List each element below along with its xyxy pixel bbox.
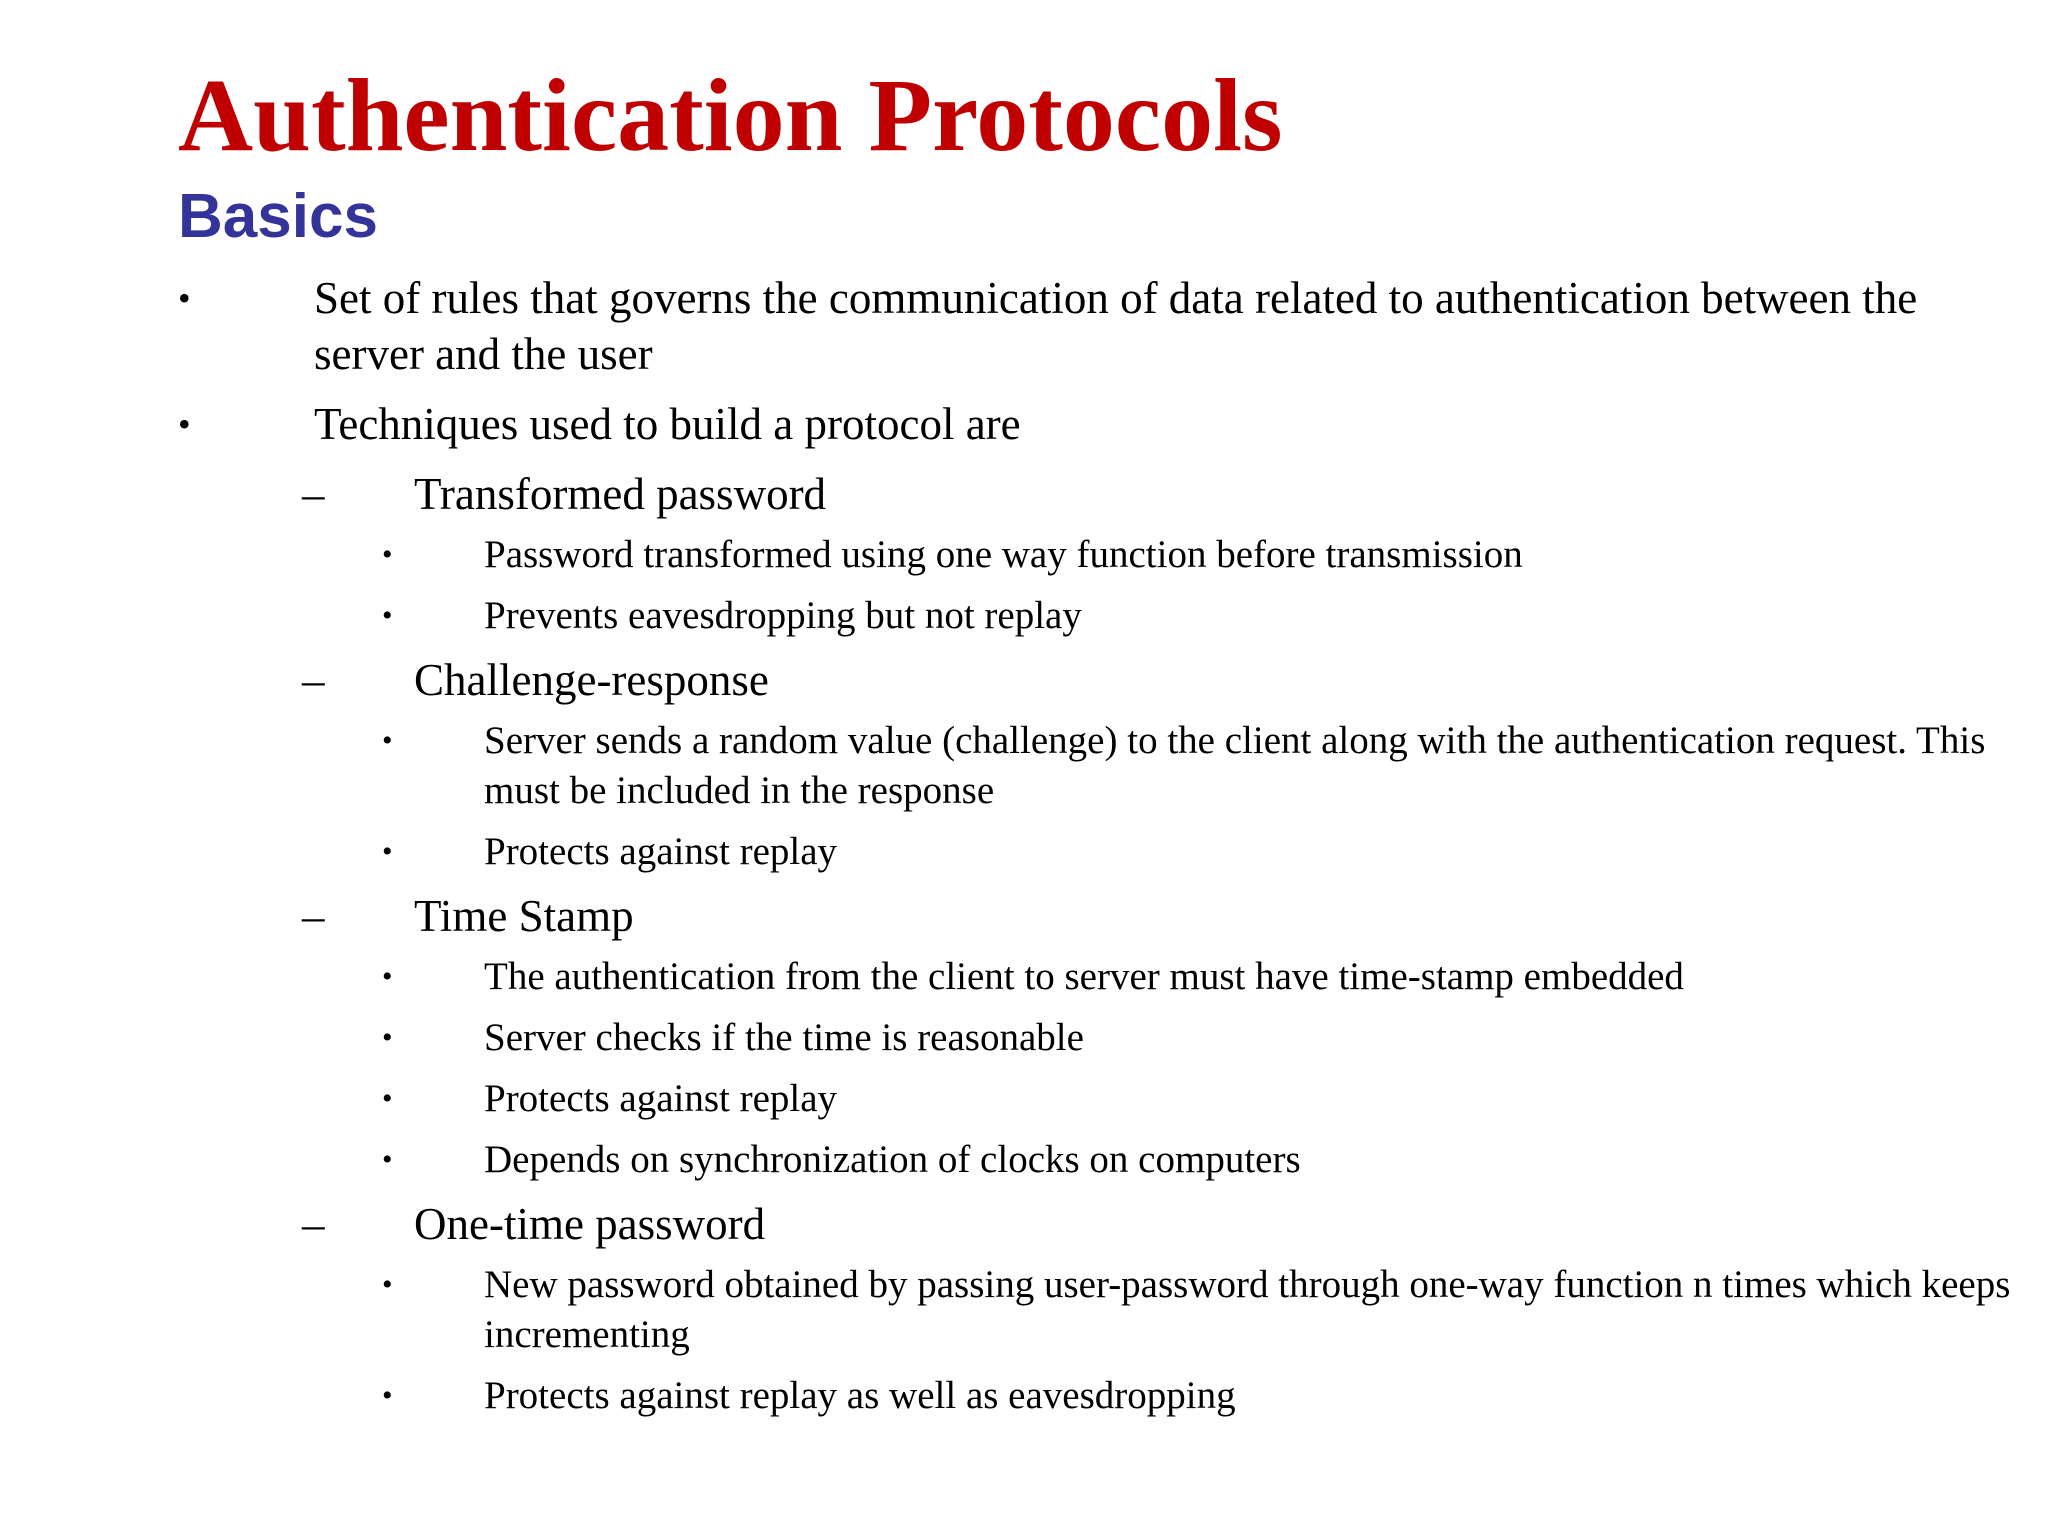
sub-bullet-item [178,530,2048,580]
sub-bullet-text: The authentication from the client to server must have time-stamp embedded [484,955,1684,998]
bullet-icon: • [178,404,191,444]
bullet-icon: • [382,599,393,632]
sub-bullet-text: Password transformed using one way function before transmission [484,533,1523,576]
technique-item [178,1196,2048,1252]
sub-bullet-item [178,952,2048,1002]
bullet-icon: • [382,1082,393,1115]
sub-bullet-text: Protects against replay as well as eavesdropping [484,1374,1236,1417]
bullet-icon: • [382,1143,393,1176]
sub-bullet-item [178,1260,2048,1360]
sub-bullet-item [178,827,2048,877]
bullet-icon: • [382,960,393,993]
technique-label: Time Stamp [414,891,634,941]
bullet-icon: • [382,835,393,868]
sub-bullet-text: Server sends a random value (challenge) to the client along with the authentication request. This must be included in the response [484,719,1986,812]
sub-bullet-item [178,1074,2048,1124]
sub-bullet-item [178,591,2048,641]
sub-bullet-text: Depends on synchronization of clocks on computers [484,1138,1301,1181]
bullet-list [178,270,2048,1421]
technique-label: Challenge-response [414,655,769,705]
sub-bullet-text: Protects against replay [484,830,838,873]
bullet-icon: • [382,1268,393,1301]
dash-icon: – [302,891,325,941]
sub-bullet-item [178,716,2048,816]
technique-item [178,466,2048,522]
bullet-item [178,270,2048,382]
bullet-text: Techniques used to build a protocol are [314,399,1021,449]
sub-bullet-item [178,1371,2048,1421]
slide-subtitle: Basics [178,182,378,251]
technique-label: Transformed password [414,469,827,519]
sub-bullet-item [178,1135,2048,1185]
dash-icon: – [302,469,325,519]
bullet-icon: • [382,724,393,757]
bullet-text: Set of rules that governs the communication of data related to authentication between the server and the user [314,273,1918,379]
dash-icon: – [302,1199,325,1249]
technique-label: One-time password [414,1199,766,1249]
bullet-icon: • [382,1021,393,1054]
bullet-icon: • [382,538,393,571]
sub-bullet-text: Prevents eavesdropping but not replay [484,594,1082,637]
bullet-icon: • [178,278,191,318]
slide-title: Authentication Protocols [178,58,1283,173]
sub-bullet-text: Protects against replay [484,1077,838,1120]
sub-bullet-text: New password obtained by passing user-password through one-way function n times which keeps incrementing [484,1263,2011,1356]
dash-icon: – [302,655,325,705]
bullet-item [178,396,2048,452]
technique-item [178,888,2048,944]
sub-bullet-item [178,1013,2048,1063]
technique-item [178,652,2048,708]
sub-bullet-text: Server checks if the time is reasonable [484,1016,1084,1059]
bullet-icon: • [382,1379,393,1412]
